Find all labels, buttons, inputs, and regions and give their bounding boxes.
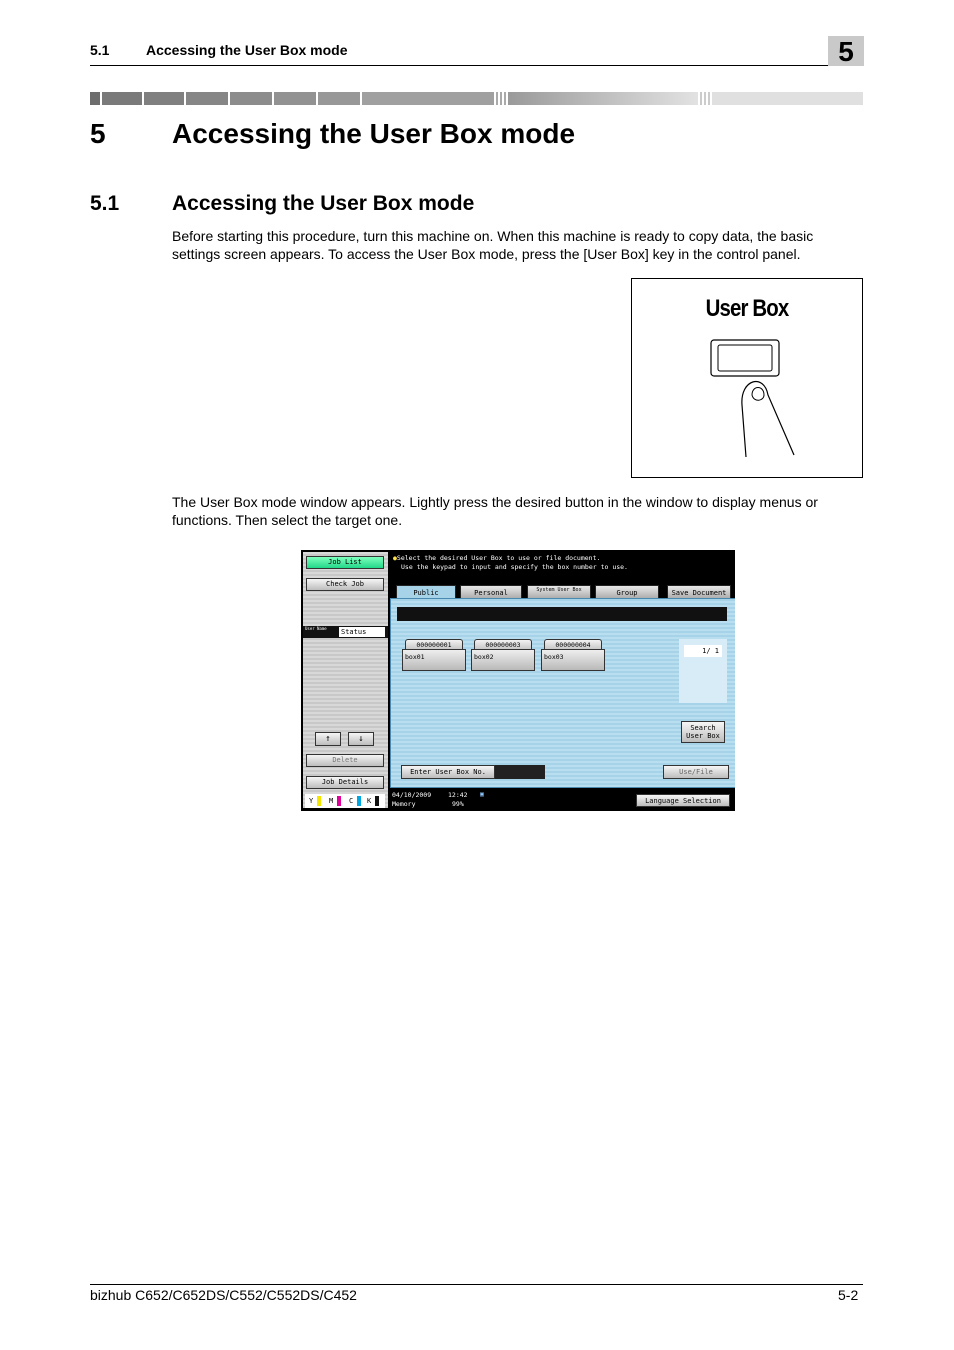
language-selection-button[interactable]: Language Selection bbox=[636, 794, 730, 807]
user-box-folder[interactable] bbox=[402, 639, 466, 671]
user-box-folder[interactable] bbox=[471, 639, 535, 671]
user-box-key-label: User Box bbox=[705, 295, 789, 322]
intro-paragraph: Before starting this procedure, turn this machine on. When this machine is ready to copy data, the basic settings screen appears. To access the User Box mode, press the [User Box] key in the control panel. bbox=[172, 228, 814, 262]
save-document-button[interactable]: Save Document bbox=[667, 585, 731, 600]
job-list-header bbox=[303, 626, 388, 638]
arrow-up-icon: ↑ bbox=[325, 734, 331, 744]
lightbulb-icon: ● bbox=[393, 554, 397, 562]
tab-group[interactable]: Group bbox=[595, 585, 659, 600]
toner-k-label: K bbox=[367, 797, 372, 805]
status-column: Status bbox=[339, 627, 385, 637]
header-rule bbox=[90, 65, 828, 66]
footer-page-number: 5-2 bbox=[838, 1287, 859, 1303]
job-details-button[interactable]: Job Details bbox=[306, 776, 384, 789]
box-number: 000000001 bbox=[405, 639, 463, 650]
decorative-bar bbox=[90, 92, 863, 105]
toner-c-label: C bbox=[349, 797, 354, 805]
chapter-title: Accessing the User Box mode bbox=[172, 118, 576, 149]
box-name: box01 bbox=[402, 649, 466, 671]
toner-y-bar bbox=[317, 796, 321, 806]
check-job-button[interactable]: Check Job bbox=[306, 578, 384, 591]
section-number: 5.1 bbox=[90, 192, 120, 215]
finger-pressing-key-icon bbox=[702, 335, 802, 463]
delete-button[interactable]: Delete bbox=[306, 754, 384, 767]
message-line-2: Use the keypad to input and specify the box number to use. bbox=[401, 563, 628, 571]
user-box-screen bbox=[301, 550, 735, 811]
box-number: 000000003 bbox=[474, 639, 532, 650]
user-box-list-area bbox=[390, 598, 735, 788]
message-line-1: ●Select the desired User Box to use or file document. bbox=[393, 554, 601, 562]
guidance-message bbox=[393, 554, 731, 580]
toner-m-label: M bbox=[329, 797, 334, 805]
memory-value: 99% bbox=[452, 800, 464, 808]
toner-y-label: Y bbox=[309, 797, 314, 805]
job-list-button[interactable]: Job List bbox=[306, 556, 384, 569]
memory-label: Memory bbox=[392, 800, 416, 808]
footer-model: bizhub C652/C652DS/C552/C552DS/C452 bbox=[90, 1287, 357, 1303]
use-file-button[interactable]: Use/File bbox=[663, 765, 729, 779]
toner-k-bar bbox=[375, 796, 379, 806]
date-text: 04/10/2009 bbox=[392, 791, 432, 799]
box-number: 000000004 bbox=[544, 639, 602, 650]
user-box-number-field[interactable] bbox=[495, 765, 545, 779]
toner-indicator bbox=[305, 794, 385, 808]
user-name-column: User Name bbox=[305, 626, 327, 631]
scroll-down-button[interactable] bbox=[348, 732, 374, 746]
section-title: Accessing the User Box mode bbox=[172, 192, 475, 215]
header-chapter-number: 5 bbox=[838, 36, 854, 67]
arrow-down-icon: ↓ bbox=[358, 734, 364, 744]
enter-user-box-no-button[interactable]: Enter User Box No. bbox=[401, 765, 495, 779]
tab-system-user-box[interactable]: System User Box bbox=[527, 585, 591, 600]
scroll-up-button[interactable] bbox=[315, 732, 341, 746]
toner-m-bar bbox=[337, 796, 341, 806]
header-section-number: 5.1 bbox=[90, 42, 110, 58]
search-user-box-button[interactable]: Search User Box bbox=[681, 721, 725, 743]
tab-public[interactable]: Public bbox=[396, 585, 456, 601]
box-name: box03 bbox=[541, 649, 605, 671]
status-bar bbox=[390, 789, 734, 809]
tab-personal[interactable]: Personal bbox=[460, 585, 522, 600]
chapter-number: 5 bbox=[90, 118, 106, 149]
user-box-key-figure bbox=[631, 278, 863, 478]
window-paragraph: The User Box mode window appears. Lightly press the desired button in the window to display menus or functions. Then select the target one. bbox=[172, 494, 818, 528]
page-indicator: 1/ 1 bbox=[684, 645, 722, 657]
box-name-bar bbox=[397, 607, 727, 621]
page-indicator-panel bbox=[679, 639, 727, 703]
user-box-folder[interactable] bbox=[541, 639, 605, 671]
footer-rule bbox=[90, 1284, 863, 1285]
time-text: 12:42 bbox=[448, 791, 468, 799]
toner-c-bar bbox=[357, 796, 361, 806]
network-icon: ▣ bbox=[480, 790, 484, 798]
header-section-title: Accessing the User Box mode bbox=[146, 42, 348, 58]
box-name: box02 bbox=[471, 649, 535, 671]
